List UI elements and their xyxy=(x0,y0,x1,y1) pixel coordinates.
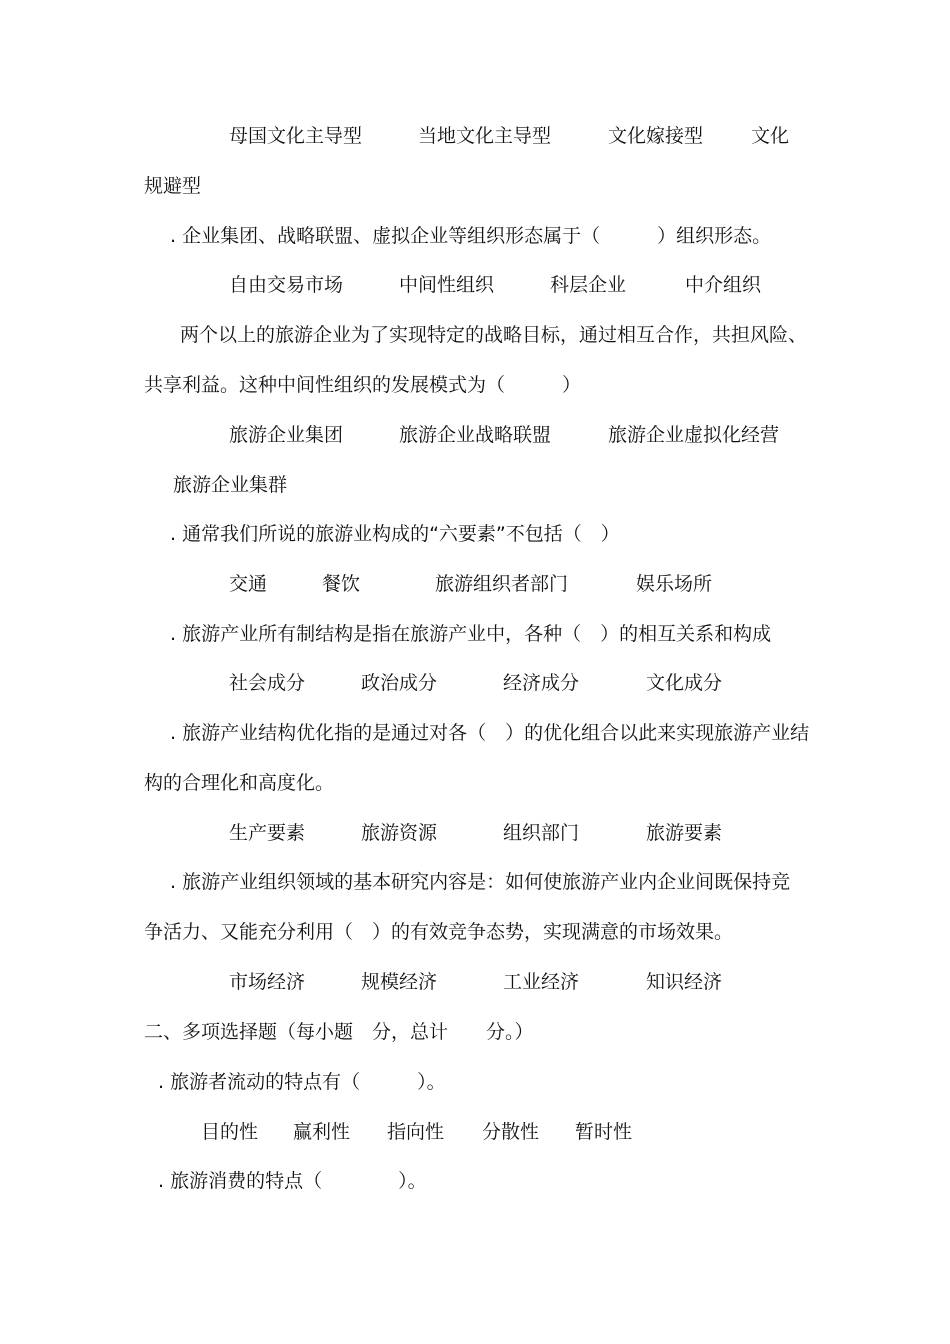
option: 文化 xyxy=(751,125,790,147)
option: 赢利性 xyxy=(293,1121,351,1143)
option: 文化嫁接型 xyxy=(608,125,704,147)
question-stem: . 旅游产业组织领域的基本研究内容是：如何使旅游产业内企业间既保持竞 xyxy=(170,871,791,893)
option: 政治成分 xyxy=(361,672,438,694)
question-stem: . 旅游消费的特点（ ）。 xyxy=(158,1170,427,1192)
option: 指向性 xyxy=(387,1121,445,1143)
question-stem: . 旅游者流动的特点有（ ）。 xyxy=(158,1071,446,1093)
option: 科层企业 xyxy=(550,274,627,296)
option-continuation: 旅游企业集群 xyxy=(173,474,288,496)
option: 文化成分 xyxy=(646,672,723,694)
option: 旅游要素 xyxy=(646,822,723,844)
question-stem: . 通常我们所说的旅游业构成的“六要素”不包括（ ） xyxy=(170,523,620,545)
question-stem-cont: 共享利益。这种中间性组织的发展模式为（ ） xyxy=(144,374,582,396)
option: 知识经济 xyxy=(646,971,723,993)
question-stem-cont: 争活力、又能充分利用（ ）的有效竞争态势，实现满意的市场效果。 xyxy=(144,921,734,943)
option: 旅游企业集团 xyxy=(229,424,344,446)
option: 餐饮 xyxy=(322,573,361,595)
option: 目的性 xyxy=(201,1121,259,1143)
option: 娱乐场所 xyxy=(636,573,713,595)
option: 旅游资源 xyxy=(361,822,438,844)
option: 旅游企业战略联盟 xyxy=(399,424,552,446)
option-continuation: 规避型 xyxy=(144,175,202,197)
option: 市场经济 xyxy=(229,971,306,993)
option: 分散性 xyxy=(482,1121,540,1143)
option: 规模经济 xyxy=(361,971,438,993)
option: 暂时性 xyxy=(575,1121,633,1143)
option: 中间性组织 xyxy=(399,274,495,296)
option: 工业经济 xyxy=(503,971,580,993)
option: 组织部门 xyxy=(503,822,580,844)
option: 生产要素 xyxy=(229,822,306,844)
section-heading: 二、多项选择题（每小题 分，总计 分。） xyxy=(144,1021,534,1043)
question-stem: . 旅游产业结构优化指的是通过对各（ ）的优化组合以此来实现旅游产业结 xyxy=(170,722,810,744)
option: 当地文化主导型 xyxy=(418,125,552,147)
option: 自由交易市场 xyxy=(229,274,344,296)
question-stem: 两个以上的旅游企业为了实现特定的战略目标，通过相互合作，共担风险、 xyxy=(180,324,808,346)
question-stem: . 企业集团、战略联盟、虚拟企业等组织形态属于（ ）组织形态。 xyxy=(170,225,772,247)
option: 母国文化主导型 xyxy=(229,125,363,147)
question-stem-cont: 构的合理化和高度化。 xyxy=(144,772,335,794)
option: 交通 xyxy=(229,573,268,595)
option: 旅游企业虚拟化经营 xyxy=(608,424,780,446)
option: 经济成分 xyxy=(503,672,580,694)
option: 中介组织 xyxy=(685,274,762,296)
question-stem: . 旅游产业所有制结构是指在旅游产业中，各种（ ）的相互关系和构成 xyxy=(170,623,772,645)
option: 旅游组织者部门 xyxy=(435,573,569,595)
option: 社会成分 xyxy=(229,672,306,694)
